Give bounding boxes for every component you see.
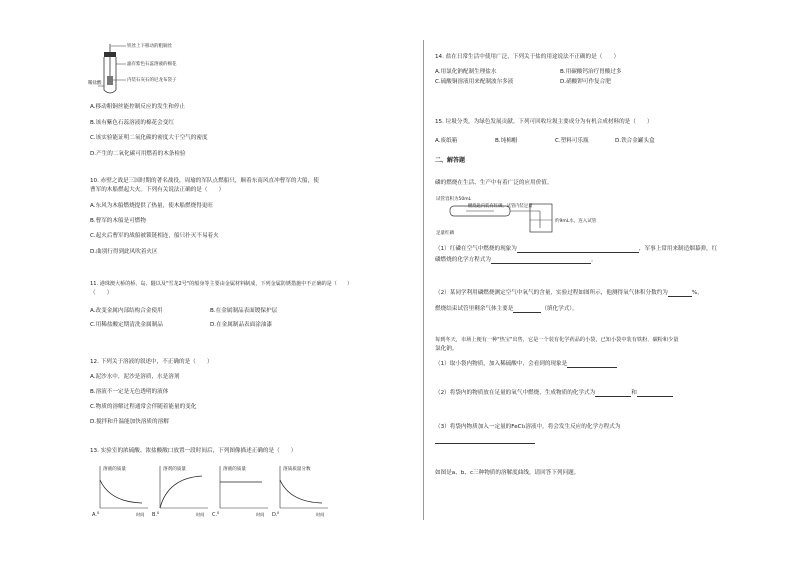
q13-chart-c: [212, 460, 276, 518]
q9-option-c: C.该实验能证明二氧化碳的密度大于空气的密度: [90, 135, 208, 141]
q14-option-c: C.硫酸铜溶液用来配制波尔多液: [435, 79, 514, 85]
column-divider: [423, 40, 424, 520]
section-intro: 磷的燃烧在生活、生产中有着广泛的应用价值。: [435, 180, 553, 186]
final-prompt: 如图是a、b、c三种物质的溶解度曲线，请回答下列问题。: [435, 470, 580, 476]
q11-option-c: C.用稀盐酸定期清洗金属制品: [90, 322, 163, 328]
q12-option-b: B.溶液不一定是无色透明的液体: [90, 389, 169, 395]
q10-option-c: C.起火后曹军的战船被锁链相连，船只扑灭不易着火: [90, 233, 219, 239]
beaker: [530, 204, 552, 232]
origin-label: 0: [217, 511, 220, 515]
p3-q3-answer-line: [435, 437, 535, 444]
p1-blank-phenomenon[interactable]: [517, 247, 639, 253]
p3-q3-blank[interactable]: [435, 438, 535, 444]
q10-option-b: B.曹军的木船是可燃物: [90, 218, 146, 224]
q15-option-a: A.废纸箱: [435, 138, 458, 144]
diagram-label-cotton: 滤有紫色石蕊溶液的棉花: [127, 62, 177, 67]
p2-text-b: 燃烧结束试管里剩余气体主要是: [435, 306, 514, 312]
p3-q2-text-b: 和: [631, 390, 637, 396]
q13-chart-a: [92, 460, 156, 518]
p1-text-a: （1）红磷在空气中燃烧的现象为: [435, 246, 517, 252]
p2-line1: [435, 290, 703, 297]
section-title: 二、解答题: [435, 157, 466, 164]
apparatus-label-spoon: 燃烧匙内装有红磷，试管内装足量: [468, 204, 533, 209]
p2-text-chem: （填化学式）。: [541, 306, 578, 312]
p1-line1: [435, 246, 717, 253]
p3-q1: [435, 361, 617, 368]
p3-q2-text-a: （2）将袋内的物质放在足量的氧气中燃烧，生成物质的化学式为: [435, 390, 596, 396]
x-axis-label: 时间: [256, 512, 265, 517]
q9-option-b: B.该有紫色石蕊溶液的棉花会变红: [90, 120, 174, 126]
apparatus-label-water: 约9mL水，连入试管: [555, 219, 597, 224]
q11-stem-line1: 11. 港珠澳大桥的桥、岛、隧以及"雪龙2号"的船身等主要由金属材料制成，下列金属防锈措施中不正确的是（ ）: [90, 281, 353, 287]
p2-blank-gas[interactable]: [513, 307, 541, 313]
p1-text-b: ，军事上常用来制造烟幕弹，红: [638, 246, 718, 252]
q13-chart-d: [272, 460, 336, 518]
data-curve: [280, 480, 322, 503]
p3-q2: [435, 390, 673, 397]
p2-blank-percent[interactable]: [668, 291, 692, 297]
q14-option-b: B.用碳酸钙治疗胃酸过多: [560, 69, 622, 75]
data-curve: [160, 476, 202, 508]
p2-text-pct: %，: [691, 290, 703, 296]
q10-stem-line1: 10. 赤壁之战是三国时期的著名战役，周瑜的军队点燃船只，顺着东南风直冲曹军的大船，使: [90, 178, 319, 184]
q14-option-a: A.用氯化钠配制生理盐水: [435, 69, 497, 75]
q12-option-d: D.搅拌和升温能加快溶质的溶解: [90, 419, 169, 425]
x-axis-label: 时间: [196, 512, 205, 517]
p1-text-end: 。: [590, 257, 597, 263]
q11-option-b: B.在金属制品表面镀保护层: [210, 308, 278, 314]
p3-q2-blank-1[interactable]: [595, 391, 631, 397]
p3-q1-text: （1）取小袋内物质，加入稀硫酸中，会看到的现象是: [435, 361, 568, 367]
q15-option-c: C.塑料可乐瓶: [555, 138, 589, 144]
option-label: D.: [272, 512, 278, 518]
origin-label: 0: [277, 511, 280, 515]
q15-option-b: B.纯棉帽: [495, 138, 518, 144]
option-label: C.: [212, 512, 218, 518]
q9-option-d: D.产生的二氧化碳可用燃着的木条检验: [90, 151, 186, 157]
p1-blank-equation[interactable]: [491, 258, 591, 264]
q12-option-a: A.泥沙水中，泥沙是溶质，水是溶剂: [90, 374, 180, 380]
q11-stem-line2: （ ）: [90, 290, 113, 296]
q15-option-d: D.铁合金罐头盒: [615, 138, 655, 144]
q14-option-d: D.硝酸钾可作复合肥: [560, 79, 611, 85]
data-curve: [100, 480, 142, 503]
apparatus-label-phosphorus: 足量红磷: [436, 231, 454, 236]
option-label: A.: [92, 512, 97, 518]
q11-option-a: A.改变金属内部结构合金使用: [90, 308, 163, 314]
nylon-bag: [107, 76, 113, 85]
diagram-label-acid: 稀盐酸: [88, 81, 102, 86]
p1-line2: [435, 257, 597, 264]
y-axis-label: 溶液的质量: [103, 467, 126, 472]
q13-chart-b: [152, 460, 216, 518]
origin-label: 0: [97, 511, 100, 515]
y-axis-label: 溶质质量分数: [283, 467, 311, 472]
x-axis-label: 时间: [136, 512, 145, 517]
apparatus-label-volume: 试管容积为50mL: [436, 197, 472, 202]
option-label: B.: [152, 512, 158, 518]
p3-q1-blank[interactable]: [567, 362, 617, 368]
p3-line1: 每到冬天，市场上便有一种"热宝"出售，它是一个装有化学药品的小袋，已知小袋中装有铁粉、碳粉和少量: [435, 337, 679, 343]
q15-stem: 15. 垃圾分类，为绿色发展贡献。下列可回收垃圾主要成分为有机合成材料的是（ ）: [435, 119, 653, 125]
diagram-label-bag: 内装石灰石的尼龙布袋子: [127, 78, 177, 83]
q10-option-a: A.东风为木船燃烧提供了热量，使木船燃烧得更旺: [90, 203, 213, 209]
q10-stem-line2: 曹军的木船燃起大火。下列有关说法正确的是（ ）: [90, 187, 225, 193]
p3-q2-blank-2[interactable]: [637, 391, 673, 397]
q12-option-c: C.物质的溶解过程通常会伴随着能量的变化: [90, 404, 197, 410]
p3-line2: 氯化钠。: [435, 346, 458, 352]
y-axis-label: 溶液的质量: [223, 467, 246, 472]
q13-stem: 13. 实验室的浓硫酸、浓盐酸敞口放置一段时间后，下列图像描述正确的是（ ）: [90, 448, 297, 454]
q12-stem: 12. 下列关于溶液的叙述中，不正确的是（ ）: [90, 359, 213, 365]
q9-option-a: A.移动粗铜丝能控制反应的发生和停止: [90, 104, 186, 110]
diagram-label-wire: 铁丝上下移动的粗铜丝: [127, 44, 172, 49]
origin-label: 0: [157, 511, 160, 515]
p2-line2: [435, 306, 578, 313]
q10-option-d: D.曲别行得到此风吹着火区: [90, 249, 158, 255]
q11-option-d: D.在金属制品表面涂油漆: [210, 322, 273, 328]
p2-text-a: （2）某同学利用磷燃烧测定空气中氧气的含量，实验过程如图所示，他测得氧气体积分数约为: [435, 290, 668, 296]
x-axis-label: 时间: [316, 512, 325, 517]
co2-apparatus-diagram: [92, 42, 212, 100]
y-axis-label: 溶剂的质量: [163, 467, 186, 472]
p3-q3: （3）将袋内物质加入一定量的FeCl₃溶液中，将会发生反应的化学方程式为: [435, 424, 621, 430]
q14-stem: 14. 盐在日常生活中使用广泛，下列关于盐的用途说法不正确的是（ ）: [435, 54, 620, 60]
p1-text-c: 磷燃烧的化学方程式为: [435, 257, 491, 263]
